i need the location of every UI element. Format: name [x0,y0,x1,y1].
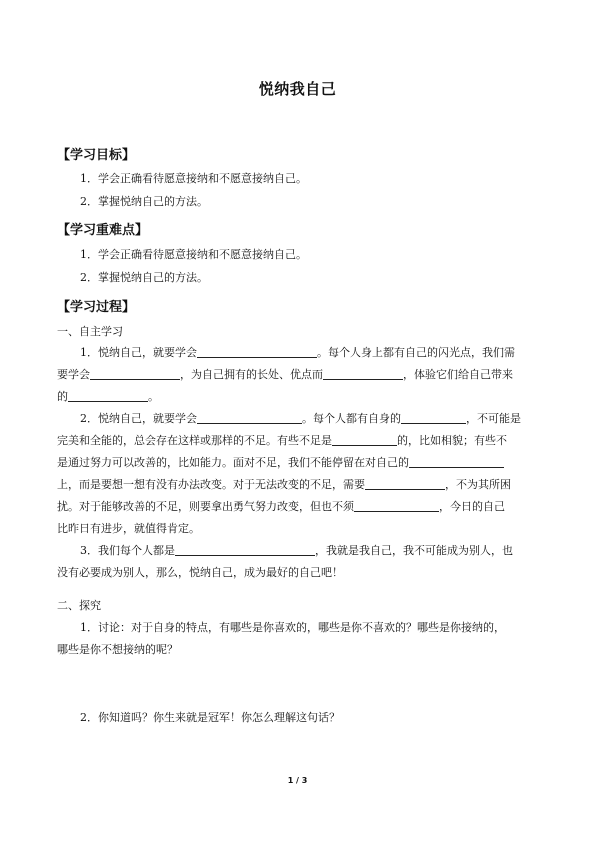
q2-line-2: 完美和全能的，总会存在这样或那样的不足。有些不足是 的，比如相貌；有些不 [57,434,507,447]
fill-blank[interactable] [197,411,302,424]
key-points-heading: 【学习重难点】 [57,223,149,238]
q2-line-6: 比昨日有进步，就值得肯定。 [57,522,200,535]
q2-line-3: 是通过努力可以改善的，比如能力。面对不足，我们不能停留在对自己的 [57,452,542,474]
fill-blank[interactable] [365,477,445,490]
q2-line-4: 上，而是要想一想有没有办法改变。对于无法改变的不足，需要 ，不为其所困 [57,478,511,491]
fill-blank[interactable] [409,455,504,468]
objectives-heading: 【学习目标】 [57,148,136,163]
q3-line-2: 没有必要成为别人，那么，悦纳自己，成为最好的自己吧！ [57,566,343,579]
objective-item-1: 1．学会正确看待愿意接纳和不愿意接纳自己。 [80,172,307,185]
document-title: 悦纳我自己 [258,80,337,98]
key-point-item-1: 1．学会正确看待愿意接纳和不愿意接纳自己。 [80,248,307,261]
key-point-item-2: 2．掌握悦纳自己的方法。 [80,271,208,284]
q1-line-3: 的 。 [57,390,159,403]
q2-line-5: 扰。对于能够改善的不足，则要拿出勇气努力改变，但也不须 ，今日的自己 [57,500,505,513]
explore-q1-line-2: 哪些是你不想接纳的呢？ [57,643,178,656]
fill-blank[interactable] [175,543,315,556]
process-heading: 【学习过程】 [57,300,136,315]
fill-blank[interactable] [332,433,397,446]
explore-q1-line-1: 1．讨论：对于自身的特点，有哪些是你喜欢的，哪些是你不喜欢的？哪些是你接纳的， [80,621,505,634]
explore-q2: 2．你知道吗？你生来就是冠军！你怎么理解这句话？ [80,711,340,724]
q3-line-1: 3．我们每个人都是 ，我就是我自己，我不可能成为别人，也 [80,544,513,557]
q1-line-1: 1．悦纳自己，就要学会 。每个人身上都有自己的闪光点，我们需 [80,346,515,359]
q1-line-2: 要学会 ，为自己拥有的长处、优点而 ，体验它们给自己带来 [57,368,513,381]
fill-blank[interactable] [90,367,180,380]
fill-blank[interactable] [68,389,148,402]
fill-blank[interactable] [323,367,403,380]
self-study-questions [57,342,542,584]
fill-blank[interactable] [401,411,466,424]
objective-item-2: 2．掌握悦纳自己的方法。 [80,195,208,208]
self-study-heading: 一、自主学习 [57,325,123,338]
fill-blank[interactable] [197,345,317,358]
explore-heading: 二、探究 [57,599,101,612]
q2-line-1: 2．悦纳自己，就要学会 。每个人都有自身的 ，不可能是 [80,412,521,425]
page-number: 1 / 3 [287,776,308,785]
fill-blank[interactable] [354,499,439,512]
